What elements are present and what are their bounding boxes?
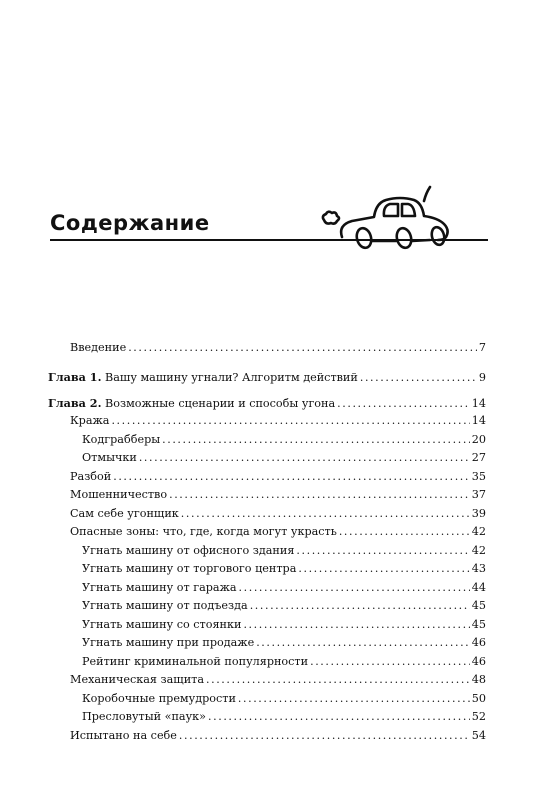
dot-leader — [179, 727, 470, 745]
dot-leader — [139, 449, 470, 467]
toc-page-number: 20 — [471, 433, 486, 446]
car-illustration-icon — [318, 183, 458, 253]
toc-title: Возможные сценарии и способы угона — [105, 397, 336, 410]
chapter-heading — [0, 0, 546, 260]
toc-page-number: 14 — [471, 397, 486, 410]
toc-page-number: 14 — [471, 414, 486, 427]
dot-leader — [360, 369, 477, 387]
dot-leader — [206, 671, 470, 689]
dot-leader — [339, 523, 470, 541]
toc-page-number: 42 — [471, 525, 486, 538]
toc-entry[interactable] — [70, 338, 486, 356]
toc-title: Опасные зоны: что, где, когда могут украсть — [70, 525, 337, 538]
toc-page-number: 42 — [471, 544, 486, 557]
toc-title: Угнать машину от гаража — [82, 581, 237, 594]
toc-page-number: 45 — [471, 618, 486, 631]
toc-title: Угнать машину от торгового центра — [82, 562, 297, 575]
toc-chapter: Глава 2. — [48, 396, 102, 410]
toc-title: Сам себе угонщик — [70, 507, 179, 520]
toc-title: Вашу машину угнали? Алгоритм действий — [105, 371, 358, 384]
toc-title: Механическая защита — [70, 673, 205, 686]
dot-leader — [243, 616, 469, 634]
toc-entry[interactable] — [82, 653, 486, 671]
toc-title: Угнать машину со стоянки — [82, 618, 242, 631]
toc-entry[interactable] — [70, 412, 486, 430]
toc-title: Рейтинг криминальной популярности — [82, 655, 309, 668]
toc-chapter: Глава 1. — [48, 370, 102, 384]
toc-entry[interactable] — [70, 727, 486, 745]
dot-leader — [169, 486, 470, 504]
toc-page-number: 45 — [471, 599, 486, 612]
toc-title: Введение — [70, 341, 127, 354]
toc-page-number: 27 — [471, 451, 486, 464]
dot-leader — [298, 560, 469, 578]
toc-title: Угнать машину от офисного здания — [82, 544, 295, 557]
toc-title: Пресловутый «паук» — [82, 710, 207, 723]
toc-page-number: 9 — [478, 371, 486, 384]
toc-page-number: 52 — [471, 710, 486, 723]
toc-title: Угнать машину от подъезда — [82, 599, 248, 612]
page-title: Содержание — [50, 211, 210, 235]
dot-leader — [111, 412, 469, 430]
dot-leader — [256, 634, 470, 652]
dot-leader — [181, 505, 470, 523]
toc-entry[interactable] — [70, 468, 486, 486]
toc-page-number: 54 — [471, 729, 486, 742]
toc-page-number: 43 — [471, 562, 486, 575]
toc-page-number: 37 — [471, 488, 486, 501]
toc-entry[interactable] — [70, 523, 486, 541]
dot-leader — [239, 579, 470, 597]
toc-title: Кража — [70, 414, 110, 427]
toc-entry[interactable] — [82, 449, 486, 467]
toc-entry[interactable] — [82, 708, 486, 726]
toc-title: Коробочные премудрости — [82, 692, 236, 705]
dot-leader — [310, 653, 470, 671]
toc-page-number: 48 — [471, 673, 486, 686]
toc-entry[interactable] — [48, 394, 486, 412]
dot-leader — [162, 431, 470, 449]
dot-leader — [238, 690, 470, 708]
toc-entry[interactable] — [82, 579, 486, 597]
toc-page-number: 44 — [471, 581, 486, 594]
toc-page-number: 50 — [471, 692, 486, 705]
dot-leader — [128, 339, 477, 357]
toc-page-number: 35 — [471, 470, 486, 483]
dot-leader — [250, 597, 470, 615]
toc-page-number: 46 — [471, 636, 486, 649]
toc-entry[interactable] — [48, 368, 486, 386]
toc-title: Кодграбберы — [82, 433, 161, 446]
toc-entry[interactable] — [70, 486, 486, 504]
toc-entry[interactable] — [70, 671, 486, 689]
toc-entry[interactable] — [82, 542, 486, 560]
dot-leader — [208, 708, 470, 726]
dot-leader — [337, 395, 470, 413]
dot-leader — [296, 542, 469, 560]
toc-entry[interactable] — [82, 431, 486, 449]
toc-entry[interactable] — [82, 597, 486, 615]
toc-entry[interactable] — [82, 616, 486, 634]
dot-leader — [113, 468, 470, 486]
toc-entry[interactable] — [70, 505, 486, 523]
toc-title: Разбой — [70, 470, 112, 483]
toc-entry[interactable] — [82, 634, 486, 652]
toc-entry[interactable] — [82, 690, 486, 708]
toc-entry[interactable] — [82, 560, 486, 578]
toc-title: Мошенничество — [70, 488, 168, 501]
toc-title: Угнать машину при продаже — [82, 636, 255, 649]
toc-title: Отмычки — [82, 451, 137, 464]
toc-title: Испытано на себе — [70, 729, 177, 742]
toc-page-number: 39 — [471, 507, 486, 520]
toc-page-number: 46 — [471, 655, 486, 668]
toc-page-number: 7 — [478, 341, 486, 354]
